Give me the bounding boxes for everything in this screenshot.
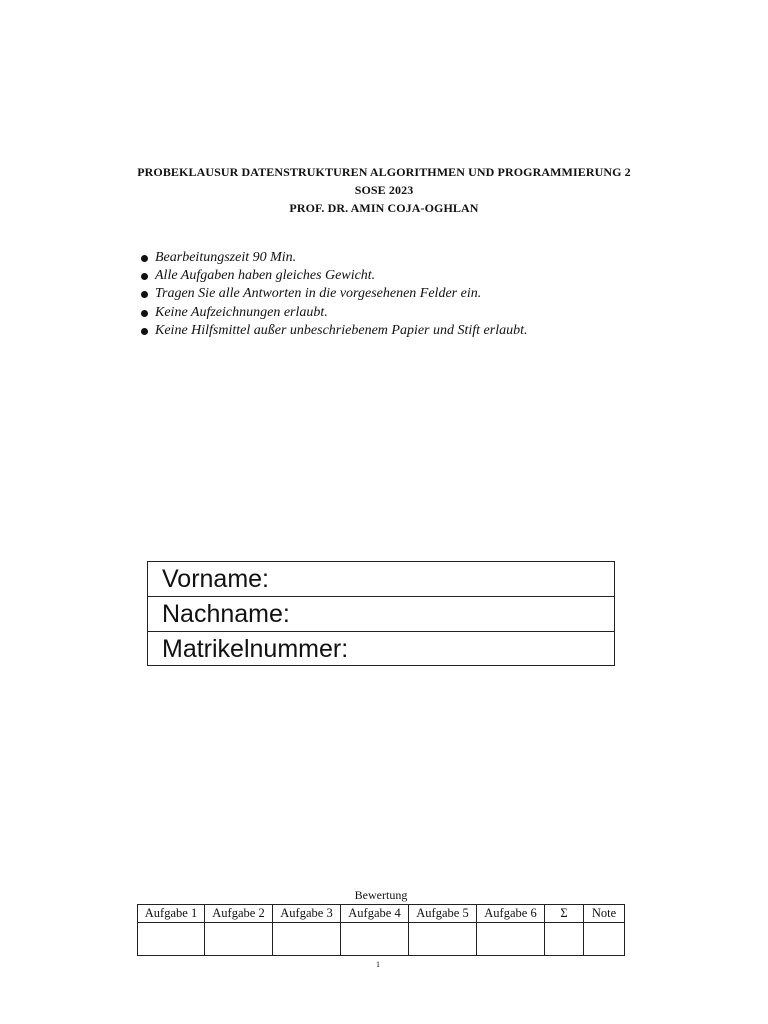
grading-header-cell-grade: Note <box>584 905 625 923</box>
grading-score-row <box>138 923 625 956</box>
bullet-icon <box>141 310 148 317</box>
rule-item <box>140 285 528 303</box>
rule-text: Keine Hilfsmittel außer unbeschriebenem Papier und Stift erlaubt. <box>155 322 528 338</box>
student-info-box <box>147 561 615 666</box>
score-cell-sum[interactable] <box>545 923 584 956</box>
last-name-label: Nachname: <box>162 600 290 628</box>
grading-header-cell: Aufgabe 2 <box>205 905 273 923</box>
grading-header-row <box>138 905 625 923</box>
grading-table <box>137 904 625 956</box>
score-cell-task-1[interactable] <box>138 923 205 956</box>
exam-semester: SOSE 2023 <box>354 183 414 197</box>
exam-professor: PROF. DR. AMIN COJA-OGHLAN <box>289 201 479 215</box>
exam-title-block <box>0 163 768 217</box>
student-id-field[interactable] <box>148 632 614 667</box>
score-cell-task-6[interactable] <box>477 923 545 956</box>
score-cell-task-3[interactable] <box>273 923 341 956</box>
bullet-icon <box>141 291 148 298</box>
score-cell-task-4[interactable] <box>341 923 409 956</box>
page-number: 1 <box>376 960 380 969</box>
score-cell-grade[interactable] <box>584 923 625 956</box>
rule-item <box>140 304 528 322</box>
exam-rules-list <box>140 249 528 340</box>
rule-item <box>140 267 528 285</box>
grading-caption: Bewertung <box>354 888 408 902</box>
exam-title: PROBEKLAUSUR DATENSTRUKTUREN ALGORITHMEN UND PROGRAMMIERUNG 2 <box>137 165 631 179</box>
grading-header-cell: Aufgabe 4 <box>341 905 409 923</box>
grading-header-cell: Aufgabe 6 <box>477 905 545 923</box>
grading-header-cell-sum: Σ <box>545 905 584 923</box>
first-name-label: Vorname: <box>162 565 270 593</box>
rule-text: Bearbeitungszeit 90 Min. <box>155 250 297 265</box>
rule-text: Tragen Sie alle Antworten in die vorgesehenen Felder ein. <box>155 286 482 302</box>
bullet-icon <box>141 273 148 280</box>
rule-text: Alle Aufgaben haben gleiches Gewicht. <box>155 268 376 284</box>
bullet-icon <box>141 328 148 335</box>
rule-text: Keine Aufzeichnungen erlaubt. <box>155 304 328 320</box>
first-name-field[interactable] <box>148 562 614 597</box>
bullet-icon <box>141 255 148 262</box>
last-name-field[interactable] <box>148 597 614 632</box>
score-cell-task-5[interactable] <box>409 923 477 956</box>
rule-item <box>140 249 528 267</box>
student-id-label: Matrikelnummer: <box>162 635 349 663</box>
grading-header-cell: Aufgabe 3 <box>273 905 341 923</box>
rule-item <box>140 322 528 340</box>
grading-header-cell: Aufgabe 1 <box>138 905 205 923</box>
score-cell-task-2[interactable] <box>205 923 273 956</box>
grading-header-cell: Aufgabe 5 <box>409 905 477 923</box>
